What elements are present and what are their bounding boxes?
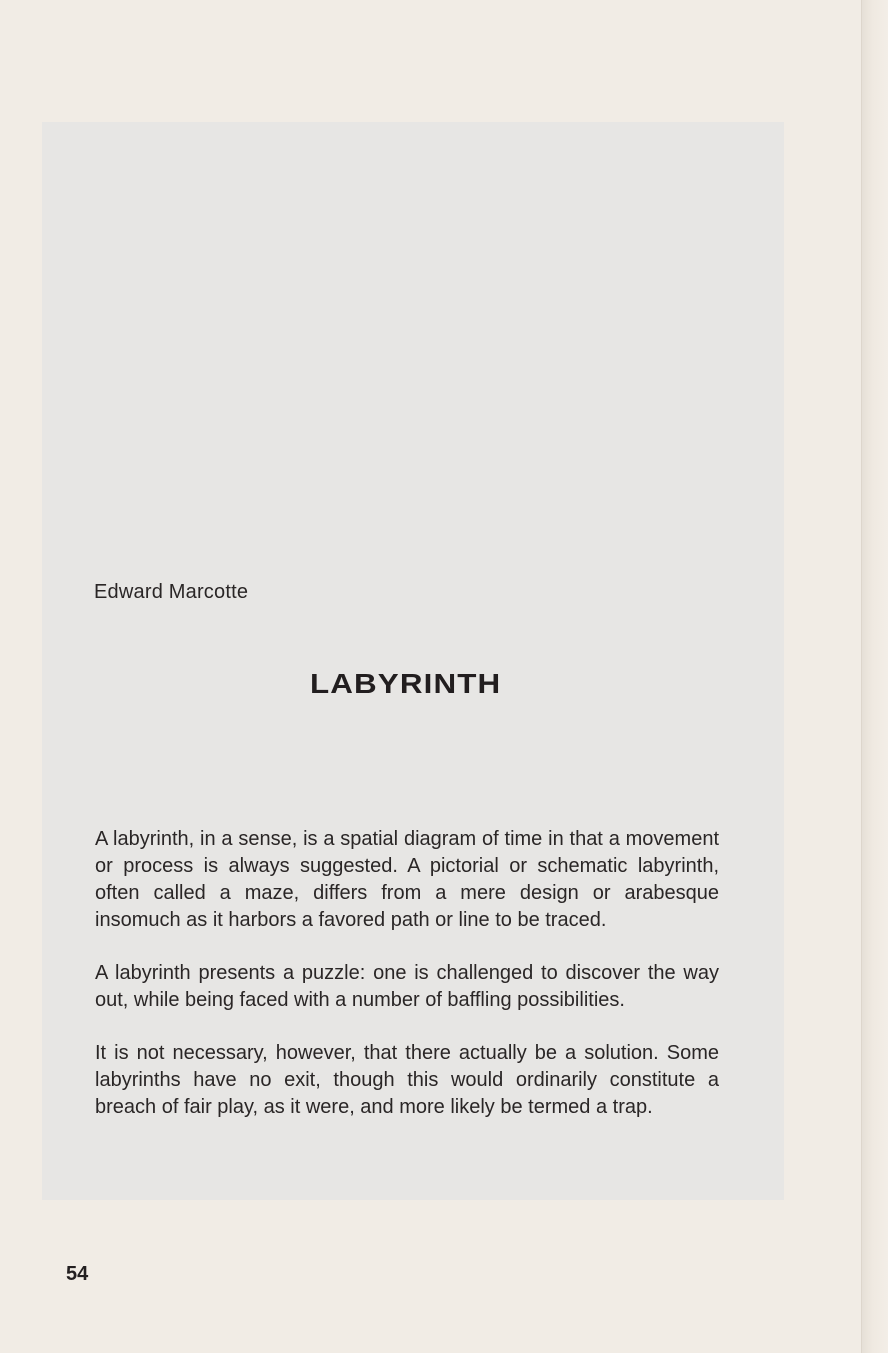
article-title: LABYRINTH bbox=[310, 668, 502, 699]
page-edge bbox=[861, 0, 888, 1353]
paragraph-2: A labyrinth presents a puzzle: one is challenged to discover the way out, while being faced with a number of baffling possibilities. bbox=[95, 962, 719, 1011]
paragraph-1: A labyrinth, in a sense, is a spatial diagram of time in that a movement or process is always suggested. A pictorial or schematic labyrinth, often called a maze, differs from a mere design or arabesque insomuch as it harbors a favored path or line to be traced. bbox=[95, 828, 719, 931]
article-body bbox=[95, 826, 719, 1147]
paragraph-3: It is not necessary, however, that there actually be a solution. Some labyrinths have no exit, though this would ordinarily constitute a breach of fair play, as it were, and more likely be termed a trap. bbox=[95, 1042, 719, 1118]
author-name: Edward Marcotte bbox=[94, 581, 249, 603]
page-number: 54 bbox=[66, 1263, 89, 1285]
